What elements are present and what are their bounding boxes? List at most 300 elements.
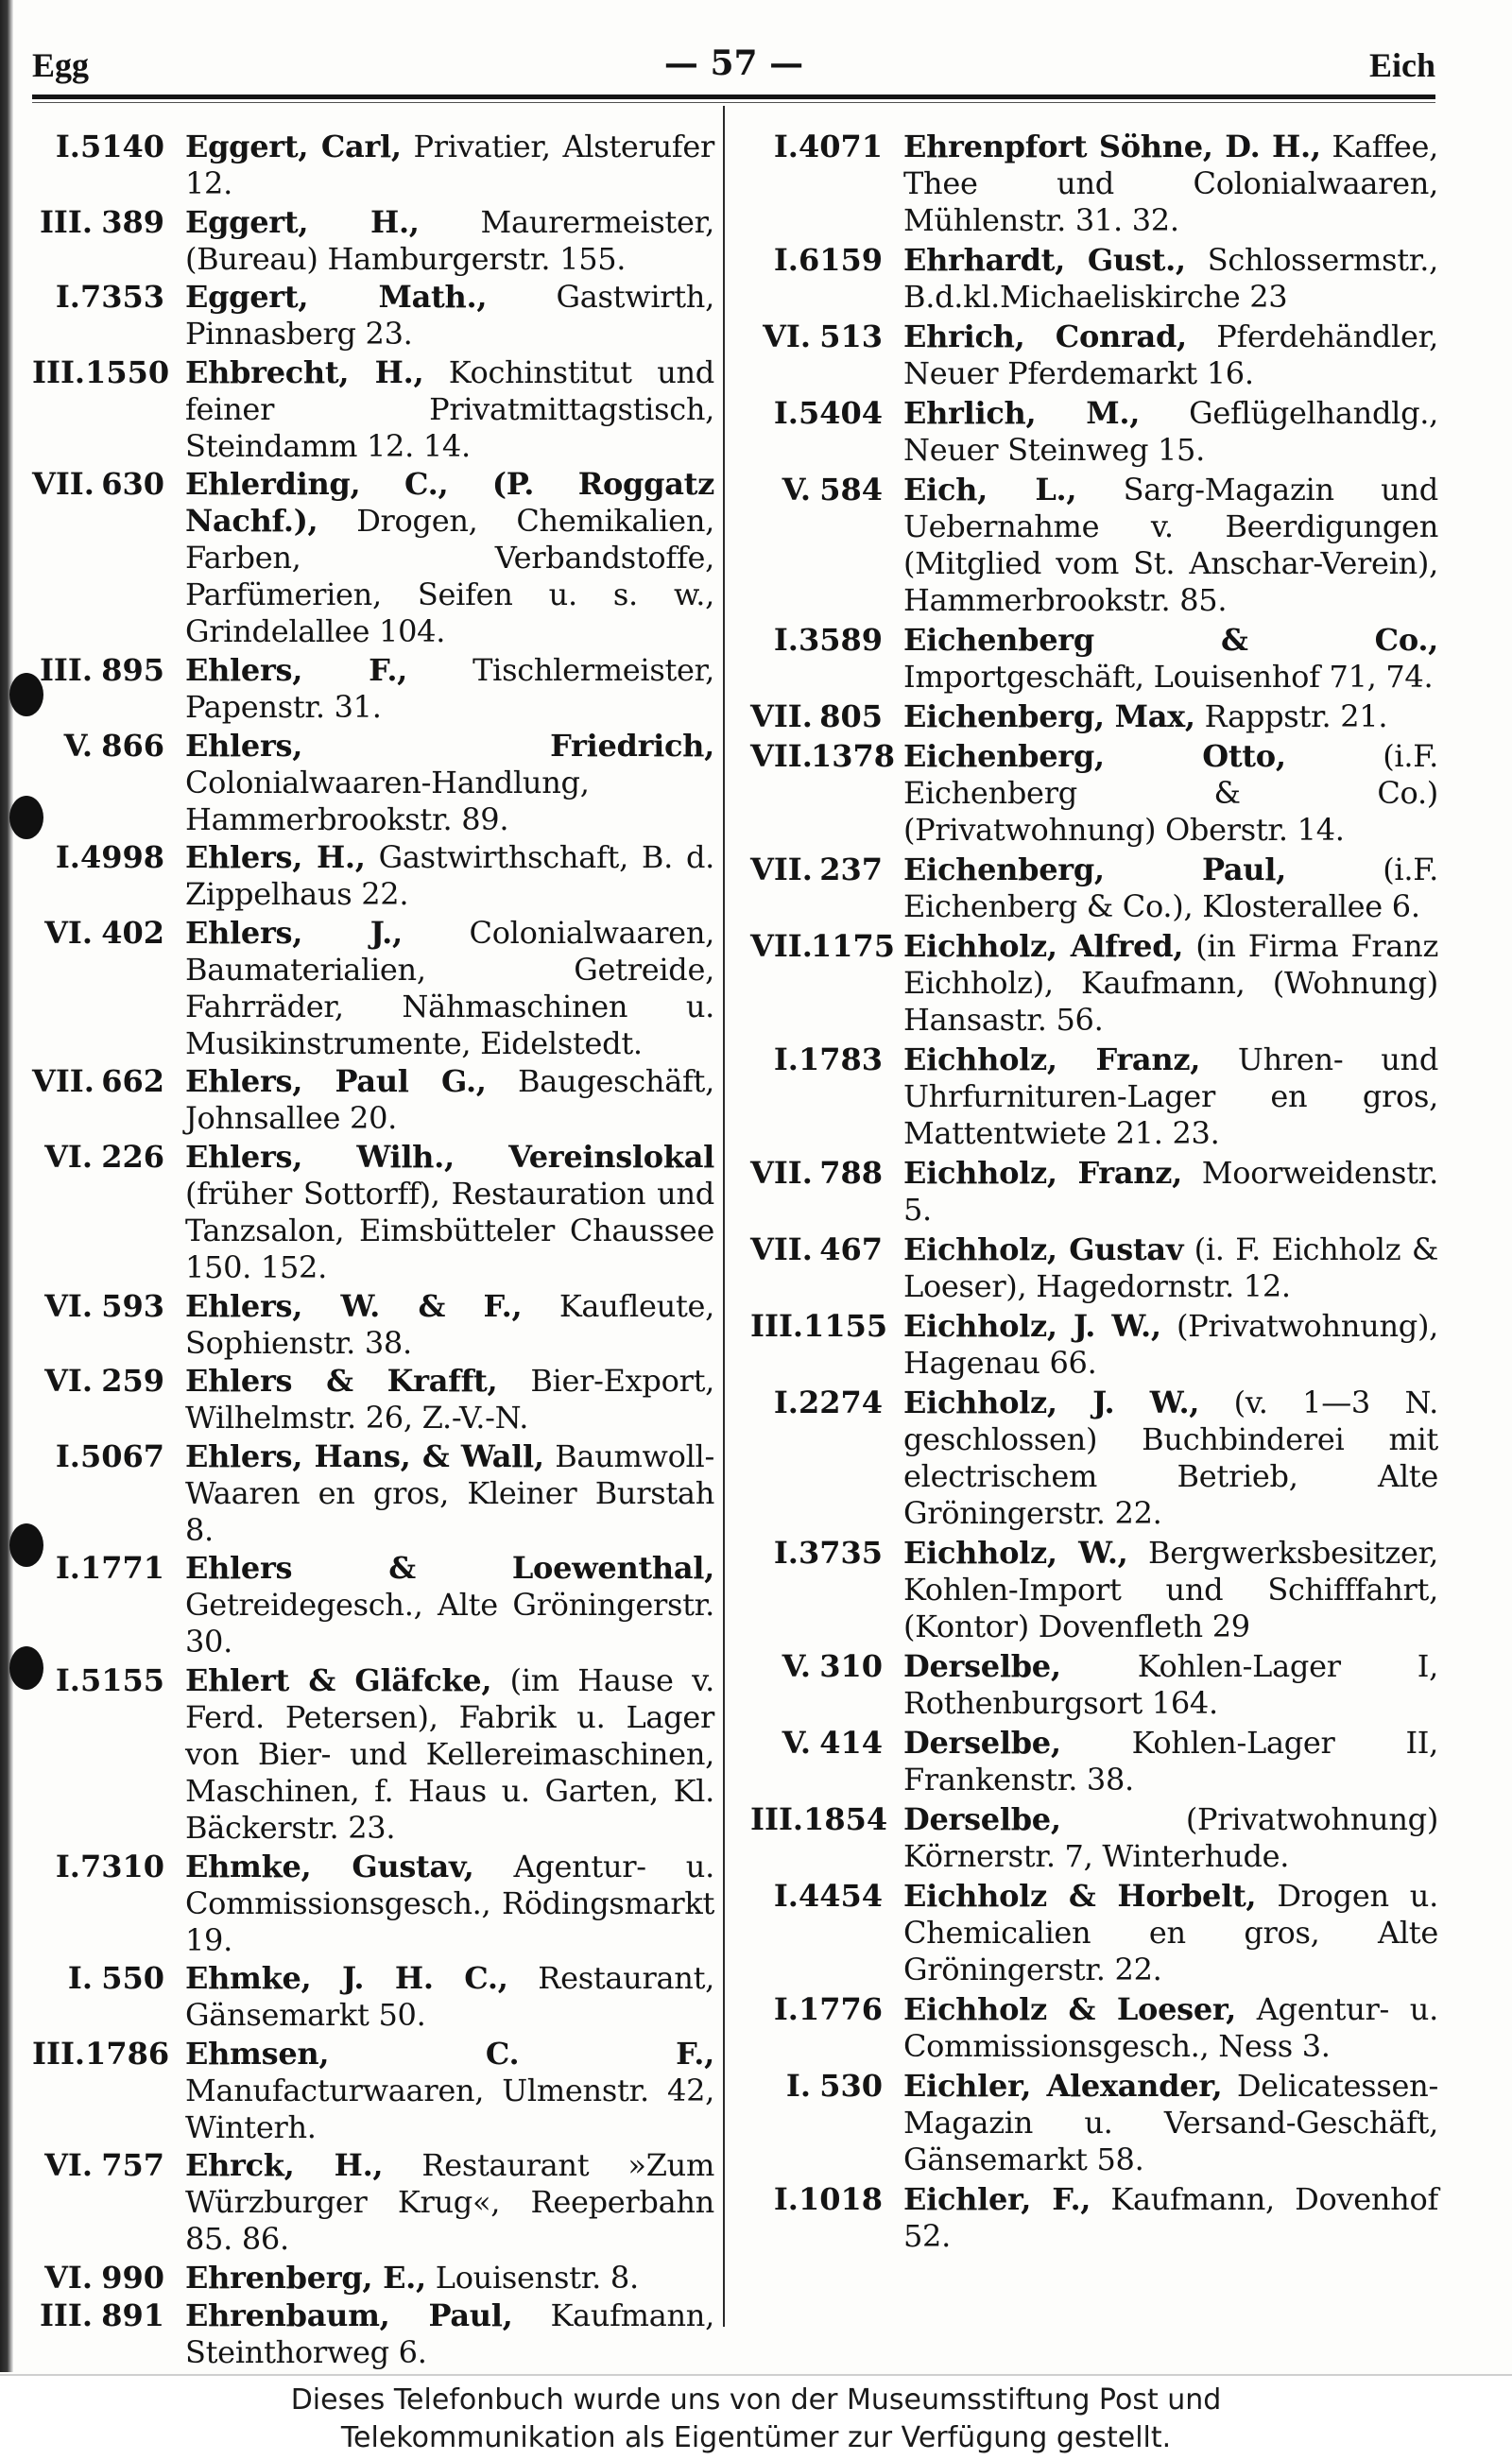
- exchange-district: III.: [32, 2035, 86, 2072]
- exchange-district: I.: [773, 242, 799, 278]
- subscriber-number: 310: [819, 1648, 883, 1684]
- subscriber-details: Geflügelhandlg., Neuer Steinweg 15.: [903, 395, 1439, 468]
- subscriber-number: 7353: [79, 279, 164, 316]
- header-left-keyword: Egg: [32, 46, 90, 84]
- phone-number: [32, 728, 185, 838]
- phone-number: [32, 354, 185, 465]
- subscriber-number: 891: [101, 2297, 164, 2334]
- subscriber-details: Gastwirthschaft, B. d. Zippelhaus 22.: [185, 839, 715, 913]
- exchange-district: I.: [55, 1848, 80, 1884]
- directory-entry: [32, 1363, 714, 1436]
- subscriber-name: Eichholz & Horbelt,: [903, 1878, 1257, 1914]
- exchange-district: I.: [773, 1535, 799, 1571]
- subscriber-number: 5140: [79, 129, 164, 164]
- subscriber-name: Ehlers, Wilh., Vereinslokal: [185, 1138, 714, 1175]
- exchange-district: III.: [39, 203, 93, 240]
- entry-text: [903, 395, 1438, 469]
- directory-entry: [32, 1063, 714, 1137]
- exchange-district: VII.: [750, 928, 813, 964]
- header-rule-thin: [32, 102, 1435, 103]
- phone-number: [750, 698, 903, 735]
- subscriber-name: Ehlerding, C., (P. Roggatz Nachf.),: [185, 466, 714, 540]
- subscriber-number: 630: [101, 466, 164, 503]
- subscriber-details: Bergwerksbesitzer, Kohlen-Import und Schifffahrt, (Kontor) Dovenfleth 29: [903, 1535, 1438, 1644]
- directory-entry: [750, 698, 1438, 735]
- subscriber-name: Derselbe,: [903, 1801, 1061, 1837]
- entry-text: [185, 2297, 714, 2371]
- subscriber-name: Eichholz, W.,: [903, 1535, 1128, 1571]
- subscriber-details: Schlossermstr., B.d.kl.Michaeliskirche 23: [903, 242, 1438, 315]
- exchange-district: I.: [55, 129, 80, 164]
- exchange-district: I.: [67, 1960, 93, 1997]
- subscriber-details: Drogen, Chemikalien, Farben, Verbandstoffe, Parfümerien, Seifen u. s. w., Grindelallee 104.: [185, 503, 714, 650]
- entry-text: [903, 1385, 1438, 1532]
- entry-text: [903, 1155, 1438, 1229]
- subscriber-number: 1783: [798, 1041, 883, 1077]
- exchange-district: VI.: [44, 2259, 93, 2296]
- phone-number: [750, 1535, 903, 1645]
- subscriber-details: Tischlermeister, Papenstr. 31.: [185, 651, 715, 725]
- subscriber-name: Ehlers, Paul G.,: [185, 1063, 487, 1100]
- exchange-district: VI.: [44, 2147, 93, 2184]
- subscriber-name: Derselbe,: [903, 1648, 1061, 1684]
- phone-number: [750, 2068, 903, 2178]
- entry-text: [185, 466, 714, 650]
- right-column: [750, 129, 1438, 2258]
- directory-entry: [750, 395, 1438, 469]
- subscriber-number: 757: [101, 2147, 164, 2184]
- entry-text: [903, 1725, 1438, 1798]
- exchange-district: V.: [782, 472, 811, 507]
- directory-entry: [32, 1662, 714, 1847]
- subscriber-name: Eichholz, Franz,: [903, 1155, 1182, 1191]
- exchange-district: I.: [773, 1991, 799, 2027]
- entry-text: [903, 698, 1438, 735]
- subscriber-name: Eichholz & Loeser,: [903, 1991, 1236, 2027]
- subscriber-details: Gastwirth, Pinnasberg 23.: [185, 279, 714, 353]
- directory-entry: [750, 1308, 1438, 1382]
- subscriber-details: Restaurant »Zum Würzburger Krug«, Reeperbahn 85. 86.: [185, 2147, 714, 2258]
- subscriber-number: 513: [819, 318, 883, 354]
- directory-entry: [750, 1878, 1438, 1988]
- subscriber-number: 584: [819, 472, 883, 507]
- directory-entry: [750, 2068, 1438, 2178]
- phone-number: [750, 1308, 903, 1382]
- subscriber-number: 662: [101, 1063, 164, 1100]
- subscriber-number: 4454: [798, 1878, 883, 1914]
- subscriber-name: Ehmke, J. H. C.,: [185, 1960, 508, 1997]
- entry-text: [903, 2181, 1438, 2255]
- directory-entry: [32, 2297, 714, 2371]
- subscriber-details: Uhren- und Uhrfurnituren-Lager en gros, Mattentwiete 21. 23.: [903, 1041, 1439, 1151]
- entry-text: [185, 1960, 714, 2034]
- entry-text: [185, 1550, 714, 1660]
- phone-number: [32, 2260, 185, 2297]
- phone-number: [32, 2147, 185, 2258]
- entry-text: [903, 1878, 1438, 1988]
- subscriber-name: Eichenberg, Max,: [903, 698, 1195, 734]
- entry-text: [185, 1063, 714, 1137]
- entry-text: [185, 915, 714, 1062]
- subscriber-details: (Privatwohnung) Körnerstr. 7, Winterhude.: [903, 1801, 1438, 1874]
- subscriber-number: 1776: [798, 1991, 883, 2027]
- exchange-district: VII.: [32, 1063, 94, 1100]
- subscriber-number: 5404: [798, 395, 883, 431]
- exchange-district: VII.: [750, 1231, 813, 1267]
- phone-number: [32, 129, 185, 202]
- exchange-district: I.: [773, 395, 799, 431]
- subscriber-number: 1175: [811, 928, 896, 964]
- subscriber-name: Eggert, Carl,: [185, 129, 402, 164]
- directory-entry: [750, 2181, 1438, 2255]
- subscriber-name: Ehrenpfort Söhne, D. H.,: [903, 129, 1321, 164]
- phone-number: [32, 2297, 185, 2371]
- subscriber-number: 6159: [798, 242, 883, 278]
- exchange-district: VI.: [44, 914, 93, 951]
- subscriber-details: (in Firma Franz Eichholz), Kaufmann, (Wohnung) Hansastr. 56.: [903, 928, 1439, 1038]
- exchange-district: VI.: [763, 318, 811, 354]
- subscriber-details: Kohlen-Lager I, Rothenburgsort 164.: [903, 1648, 1438, 1721]
- subscriber-details: Agentur- u. Commissionsgesch., Rödingsmarkt 19.: [185, 1848, 714, 1958]
- entry-text: [903, 1648, 1438, 1722]
- directory-entry: [32, 1438, 714, 1549]
- phone-number: [750, 622, 903, 696]
- exchange-district: VI.: [44, 1287, 93, 1324]
- subscriber-name: Derselbe,: [903, 1725, 1061, 1761]
- header-rule: [32, 95, 1435, 99]
- entry-text: [185, 1363, 714, 1436]
- directory-entry: [750, 1991, 1438, 2065]
- phone-number: [32, 2036, 185, 2146]
- subscriber-number: 550: [101, 1960, 164, 1997]
- exchange-district: V.: [782, 1725, 811, 1761]
- subscriber-details: Sarg-Magazin und Uebernahme v. Beerdigungen (Mitglied vom St. Anschar-Verein), Hammerbrookstr. 85.: [903, 472, 1438, 618]
- subscriber-details: Kaufmann, Dovenhof 52.: [903, 2181, 1438, 2254]
- subscriber-name: Ehlers & Loewenthal,: [185, 1550, 714, 1587]
- entry-text: [903, 1991, 1438, 2065]
- subscriber-name: Ehrich, Conrad,: [903, 318, 1187, 354]
- subscriber-details: (i.F. Eichenberg & Co.), Klosterallee 6.: [903, 852, 1439, 924]
- entry-text: [185, 354, 714, 465]
- entry-text: [185, 1288, 714, 1362]
- binding-edge: [0, 0, 13, 2372]
- exchange-district: VII.: [750, 738, 813, 774]
- directory-entry: [750, 472, 1438, 619]
- subscriber-details: (i.F. Eichenberg & Co.) (Privatwohnung) Oberstr. 14.: [903, 738, 1438, 848]
- directory-entry: [32, 1139, 714, 1286]
- phone-number: [750, 1041, 903, 1152]
- directory-entry: [750, 852, 1438, 925]
- footer-line-1: Dieses Telefonbuch wurde uns von der Museumsstiftung Post und: [290, 2383, 1222, 2417]
- subscriber-number: 895: [101, 651, 164, 688]
- directory-entry: [32, 279, 714, 353]
- directory-entry: [32, 204, 714, 278]
- directory-entry: [32, 728, 714, 838]
- entry-text: [903, 472, 1438, 619]
- phone-number: [32, 915, 185, 1062]
- subscriber-details: Getreidegesch., Alte Gröningerstr. 30.: [185, 1587, 714, 1660]
- entry-text: [903, 242, 1438, 316]
- phone-number: [750, 2181, 903, 2255]
- phone-number: [750, 1878, 903, 1988]
- subscriber-number: 1378: [811, 738, 896, 774]
- entry-text: [903, 1231, 1438, 1305]
- exchange-district: I.: [785, 2068, 811, 2104]
- entry-text: [185, 728, 714, 838]
- exchange-district: III.: [32, 353, 86, 390]
- subscriber-name: Ehlers, J.,: [185, 914, 403, 951]
- subscriber-number: 1155: [803, 1308, 888, 1344]
- phone-number: [32, 1139, 185, 1286]
- footer-notice: [0, 2374, 1512, 2460]
- page-header: [32, 38, 1435, 91]
- exchange-district: VI.: [44, 1363, 93, 1400]
- subscriber-name: Ehrenbaum, Paul,: [185, 2297, 513, 2334]
- subscriber-name: Ehlers, H.,: [185, 839, 366, 876]
- entry-text: [185, 204, 714, 278]
- exchange-district: III.: [39, 2297, 93, 2334]
- entry-text: [185, 1139, 714, 1286]
- subscriber-name: Ehlers & Krafft,: [185, 1363, 498, 1400]
- directory-entry: [750, 622, 1438, 696]
- exchange-district: I.: [55, 1550, 80, 1587]
- exchange-district: I.: [55, 1437, 80, 1474]
- directory-entry: [32, 2260, 714, 2297]
- subscriber-number: 1771: [79, 1550, 164, 1587]
- subscriber-name: Eichler, Alexander,: [903, 2068, 1223, 2104]
- subscriber-number: 226: [101, 1138, 164, 1175]
- entry-text: [903, 318, 1438, 392]
- subscriber-number: 530: [819, 2068, 883, 2104]
- directory-entry: [32, 1960, 714, 2034]
- subscriber-details: Kaffee, Thee und Colonialwaaren, Mühlenstr. 31. 32.: [903, 129, 1438, 238]
- phone-number: [32, 1960, 185, 2034]
- subscriber-number: 5155: [79, 1661, 164, 1698]
- subscriber-name: Eggert, H.,: [185, 203, 420, 240]
- exchange-district: I.: [773, 1041, 799, 1077]
- subscriber-number: 1786: [85, 2035, 170, 2072]
- phone-number: [32, 1363, 185, 1436]
- directory-entry: [750, 1648, 1438, 1722]
- exchange-district: VII.: [750, 1155, 813, 1191]
- subscriber-details: (i. F. Eichholz & Loeser), Hagedornstr. 12.: [903, 1231, 1438, 1304]
- directory-entry: [32, 2147, 714, 2258]
- subscriber-name: Eichholz, J. W.,: [903, 1308, 1161, 1344]
- subscriber-number: 389: [101, 203, 164, 240]
- entry-text: [903, 1041, 1438, 1152]
- subscriber-number: 259: [101, 1363, 164, 1400]
- entry-text: [185, 2147, 714, 2258]
- exchange-district: I.: [55, 839, 80, 876]
- phone-number: [32, 1063, 185, 1137]
- phone-number: [750, 472, 903, 619]
- directory-entry: [750, 129, 1438, 239]
- phone-number: [750, 242, 903, 316]
- phone-number: [750, 1801, 903, 1875]
- subscriber-details: Privatier, Alsterufer 12.: [185, 129, 714, 201]
- directory-entry: [750, 1231, 1438, 1305]
- directory-entry: [32, 466, 714, 650]
- subscriber-name: Eichenberg & Co.,: [903, 622, 1438, 658]
- exchange-district: I.: [55, 1661, 80, 1698]
- subscriber-number: 805: [819, 698, 883, 734]
- subscriber-name: Ehmsen, C. F.,: [185, 2035, 714, 2072]
- entry-text: [185, 839, 714, 913]
- exchange-district: III.: [39, 651, 93, 688]
- directory-entry: [32, 652, 714, 726]
- entry-text: [903, 1535, 1438, 1645]
- subscriber-details: (v. 1—3 N. geschlossen) Buchbinderei mit electrischem Betrieb, Alte Gröningerstr. 22.: [903, 1385, 1439, 1531]
- subscriber-details: Pferdehändler, Neuer Pferdemarkt 16.: [903, 318, 1438, 391]
- column-divider: [723, 106, 725, 2327]
- subscriber-name: Ehrenberg, E.,: [185, 2259, 426, 2296]
- subscriber-number: 414: [819, 1725, 883, 1761]
- entry-text: [185, 2260, 714, 2297]
- subscriber-details: Moorweidenstr. 5.: [903, 1155, 1438, 1228]
- directory-entry: [32, 1550, 714, 1660]
- directory-entry: [750, 1385, 1438, 1532]
- entry-text: [185, 1662, 714, 1847]
- subscriber-name: Ehbrecht, H.,: [185, 353, 424, 390]
- subscriber-name: Ehlers, F.,: [185, 651, 408, 688]
- directory-entry: [32, 129, 714, 202]
- subscriber-details: Baumwoll-Waaren en gros, Kleiner Burstah 8.: [185, 1437, 714, 1548]
- entry-text: [903, 852, 1438, 925]
- subscriber-details: Kohlen-Lager II, Frankenstr. 38.: [903, 1725, 1438, 1798]
- phone-number: [750, 1648, 903, 1722]
- subscriber-details: Importgeschäft, Louisenhof 71, 74.: [903, 659, 1434, 695]
- phone-number: [32, 466, 185, 650]
- entry-text: [903, 1801, 1438, 1875]
- subscriber-details: (im Hause v. Ferd. Petersen), Fabrik u. Lager von Bier- und Kellereimaschinen, Maschinen, f. Haus u. Garten, Kl. Bäckerstr. 23.: [185, 1661, 714, 1846]
- subscriber-details: Delicatessen-Magazin u. Versand-Geschäft, Gänsemarkt 58.: [903, 2068, 1438, 2177]
- phone-number: [32, 839, 185, 913]
- exchange-district: V.: [63, 727, 93, 764]
- subscriber-details: Rappstr. 21.: [1194, 698, 1388, 734]
- header-right-keyword: Eich: [1368, 46, 1435, 84]
- subscriber-number: 4998: [79, 839, 164, 876]
- phone-number: [32, 204, 185, 278]
- phone-number: [32, 1438, 185, 1549]
- subscriber-details: Manufacturwaaren, Ulmenstr. 42, Winterh.: [185, 2072, 714, 2145]
- phone-number: [750, 395, 903, 469]
- directory-entry: [750, 1041, 1438, 1152]
- directory-entry: [32, 915, 714, 1062]
- entry-text: [185, 279, 714, 353]
- phone-number: [750, 1385, 903, 1532]
- directory-entry: [32, 354, 714, 465]
- subscriber-name: Eichler, F.,: [903, 2181, 1091, 2217]
- entry-text: [903, 622, 1438, 696]
- subscriber-number: 788: [819, 1155, 883, 1191]
- directory-entry: [750, 318, 1438, 392]
- subscriber-number: 237: [819, 852, 883, 887]
- subscriber-name: Eichholz, Franz,: [903, 1041, 1201, 1077]
- subscriber-details: Baugeschäft, Johnsallee 20.: [185, 1063, 714, 1137]
- subscriber-details: Bier-Export, Wilhelmstr. 26, Z.-V.-N.: [185, 1363, 714, 1436]
- subscriber-details: Maurermeister, (Bureau) Hamburgerstr. 155.: [185, 203, 714, 277]
- subscriber-name: Ehlert & Gläfcke,: [185, 1661, 492, 1698]
- entry-text: [903, 2068, 1438, 2178]
- subscriber-name: Ehlers, Friedrich,: [185, 727, 714, 764]
- exchange-district: VI.: [44, 1138, 93, 1175]
- directory-entry: [32, 2036, 714, 2146]
- phone-number: [32, 652, 185, 726]
- subscriber-name: Eichholz, Gustav: [903, 1231, 1184, 1267]
- phone-number: [32, 1849, 185, 1959]
- subscriber-details: Louisenstr. 8.: [425, 2259, 639, 2296]
- subscriber-number: 4071: [798, 129, 883, 164]
- entry-text: [185, 1849, 714, 1959]
- subscriber-details: Restaurant, Gänsemarkt 50.: [185, 1960, 715, 2034]
- exchange-district: VII.: [750, 698, 813, 734]
- entry-text: [903, 738, 1438, 849]
- exchange-district: I.: [773, 1385, 799, 1420]
- exchange-district: I.: [55, 279, 80, 316]
- subscriber-details: Kaufmann, Steinthorweg 6.: [185, 2297, 714, 2371]
- entry-text: [185, 129, 714, 202]
- subscriber-name: Eggert, Math.,: [185, 279, 488, 316]
- subscriber-number: 1018: [798, 2181, 883, 2217]
- entry-text: [903, 928, 1438, 1039]
- subscriber-number: 3589: [798, 622, 883, 658]
- phone-number: [32, 1288, 185, 1362]
- exchange-district: V.: [782, 1648, 811, 1684]
- exchange-district: I.: [773, 129, 799, 164]
- phone-number: [750, 1991, 903, 2065]
- phone-number: [32, 279, 185, 353]
- phone-number: [750, 1725, 903, 1798]
- directory-entry: [750, 1535, 1438, 1645]
- subscriber-number: 7310: [79, 1848, 164, 1884]
- directory-entry: [750, 1725, 1438, 1798]
- exchange-district: III.: [750, 1308, 804, 1344]
- phone-number: [32, 1550, 185, 1660]
- subscriber-number: 5067: [79, 1437, 164, 1474]
- phone-number: [32, 1662, 185, 1847]
- subscriber-details: Kaufleute, Sophienstr. 38.: [185, 1287, 715, 1361]
- entry-text: [903, 1308, 1438, 1382]
- subscriber-number: 1854: [803, 1801, 888, 1837]
- exchange-district: III.: [750, 1801, 804, 1837]
- phone-number: [750, 318, 903, 392]
- directory-entry: [750, 242, 1438, 316]
- subscriber-name: Eichholz, J. W.,: [903, 1385, 1200, 1420]
- subscriber-name: Ehmke, Gustav,: [185, 1848, 474, 1884]
- subscriber-number: 3735: [798, 1535, 883, 1571]
- exchange-district: VII.: [750, 852, 813, 887]
- subscriber-number: 1550: [85, 353, 170, 390]
- subscriber-number: 467: [819, 1231, 883, 1267]
- subscriber-name: Eichenberg, Otto,: [903, 738, 1286, 774]
- subscriber-name: Eichholz, Alfred,: [903, 928, 1184, 964]
- footer-line-2: Telekommunikation als Eigentümer zur Verfügung gestellt.: [340, 2421, 1172, 2454]
- subscriber-name: Ehlers, Hans, & Wall,: [185, 1437, 544, 1474]
- phone-number: [750, 129, 903, 239]
- entry-text: [903, 129, 1438, 239]
- subscriber-number: 402: [101, 914, 164, 951]
- entry-text: [185, 1438, 714, 1549]
- directory-entry: [32, 839, 714, 913]
- directory-entry: [32, 1849, 714, 1959]
- subscriber-number: 866: [101, 727, 164, 764]
- subscriber-name: Ehlers, W. & F.,: [185, 1287, 523, 1324]
- subscriber-number: 2274: [798, 1385, 883, 1420]
- directory-entry: [32, 1288, 714, 1362]
- subscriber-details: Agentur- u. Commissionsgesch., Ness 3.: [903, 1991, 1438, 2064]
- subscriber-name: Ehrlich, M.,: [903, 395, 1141, 431]
- subscriber-number: 593: [101, 1287, 164, 1324]
